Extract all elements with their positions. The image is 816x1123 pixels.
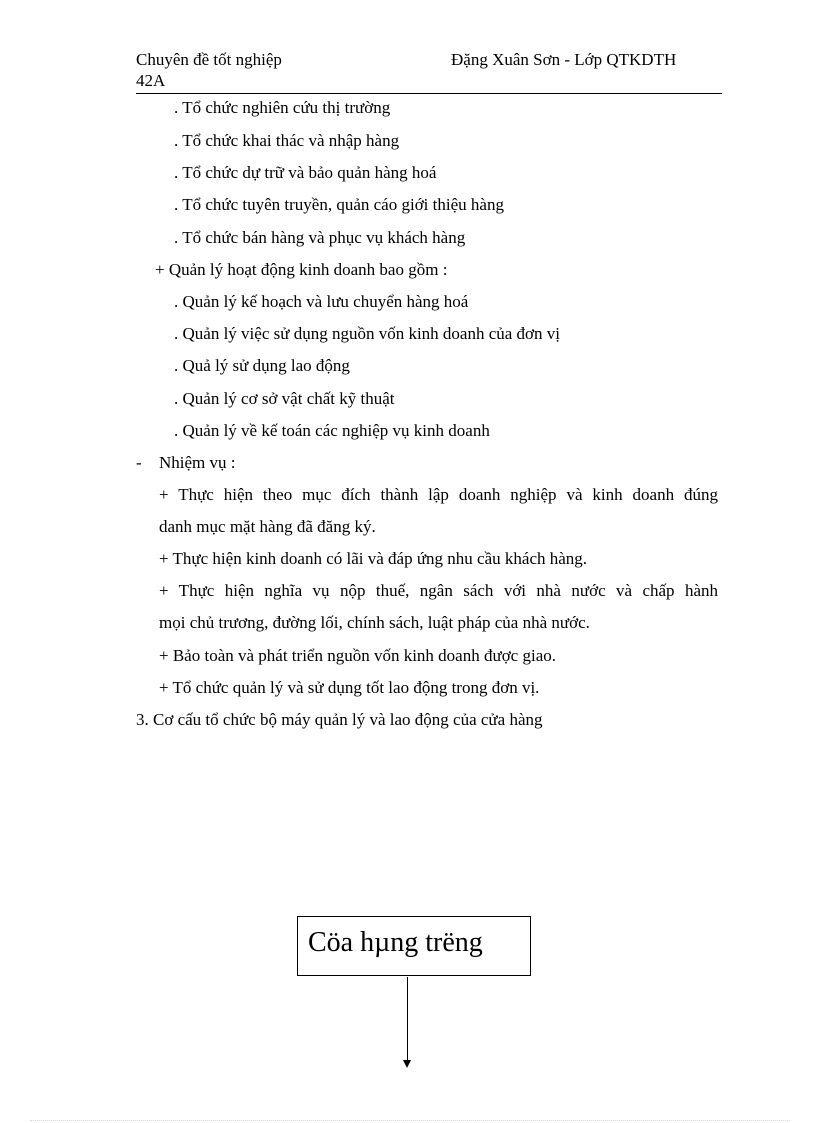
list-item: . Quản lý kế hoạch và lưu chuyển hàng hoá — [174, 292, 469, 311]
list-item: . Quả lý sử dụng lao động — [174, 356, 350, 375]
header-author-class: Đặng Xuân Sơn - Lớp QTKDTH — [451, 50, 677, 69]
duties-heading: Nhiệm vụ : — [159, 453, 236, 472]
duty-item-4: + Bảo toàn và phát triển nguồn vốn kinh doanh được giao. — [159, 646, 556, 665]
org-chart-top-box: Cöa hµng trëng — [297, 916, 531, 976]
duty-item-2: + Thực hiện kinh doanh có lãi và đáp ứng nhu cầu khách hàng. — [159, 549, 588, 568]
list-item: . Tổ chức dự trữ và bảo quản hàng hoá — [174, 163, 437, 182]
duty-item-3-continued: mọi chủ trương, đường lối, chính sách, luật pháp của nhà nước. — [159, 613, 590, 632]
duty-item-1: + Thực hiện theo mục đích thành lập doanh nghiệp và kinh doanh đúng — [159, 485, 718, 504]
section-3-heading: 3. Cơ cấu tổ chức bộ máy quản lý và lao động của cửa hàng — [136, 710, 543, 729]
header-class-code: 42A — [136, 71, 166, 90]
list-item: . Tổ chức khai thác và nhập hàng — [174, 131, 400, 150]
duties-bullet: - — [136, 453, 142, 472]
page-bottom-edge — [30, 1120, 790, 1121]
list-item: . Tổ chức bán hàng và phục vụ khách hàng — [174, 228, 466, 247]
header-divider — [136, 93, 722, 94]
list-item: . Tổ chức tuyên truyền, quản cáo giới thiệu hàng — [174, 195, 504, 214]
list-item: . Quản lý về kế toán các nghiệp vụ kinh doanh — [174, 421, 490, 440]
management-heading: + Quản lý hoạt động kinh doanh bao gồm : — [155, 260, 448, 279]
duty-item-1-continued: danh mục mặt hàng đã đăng ký. — [159, 517, 376, 536]
duty-item-3: + Thực hiện nghĩa vụ nộp thuế, ngân sách với nhà nước và chấp hành — [159, 581, 718, 600]
list-item: . Quản lý cơ sở vật chất kỹ thuật — [174, 389, 395, 408]
list-item: . Quản lý việc sử dụng nguồn vốn kinh doanh của đơn vị — [174, 324, 561, 343]
org-chart-arrow-down — [406, 977, 410, 1069]
duty-item-5: + Tổ chức quản lý và sử dụng tốt lao động trong đơn vị. — [159, 678, 540, 697]
list-item: . Tổ chức nghiên cứu thị trường — [174, 98, 391, 117]
header-document-title: Chuyên đề tốt nghiệp — [136, 50, 282, 69]
